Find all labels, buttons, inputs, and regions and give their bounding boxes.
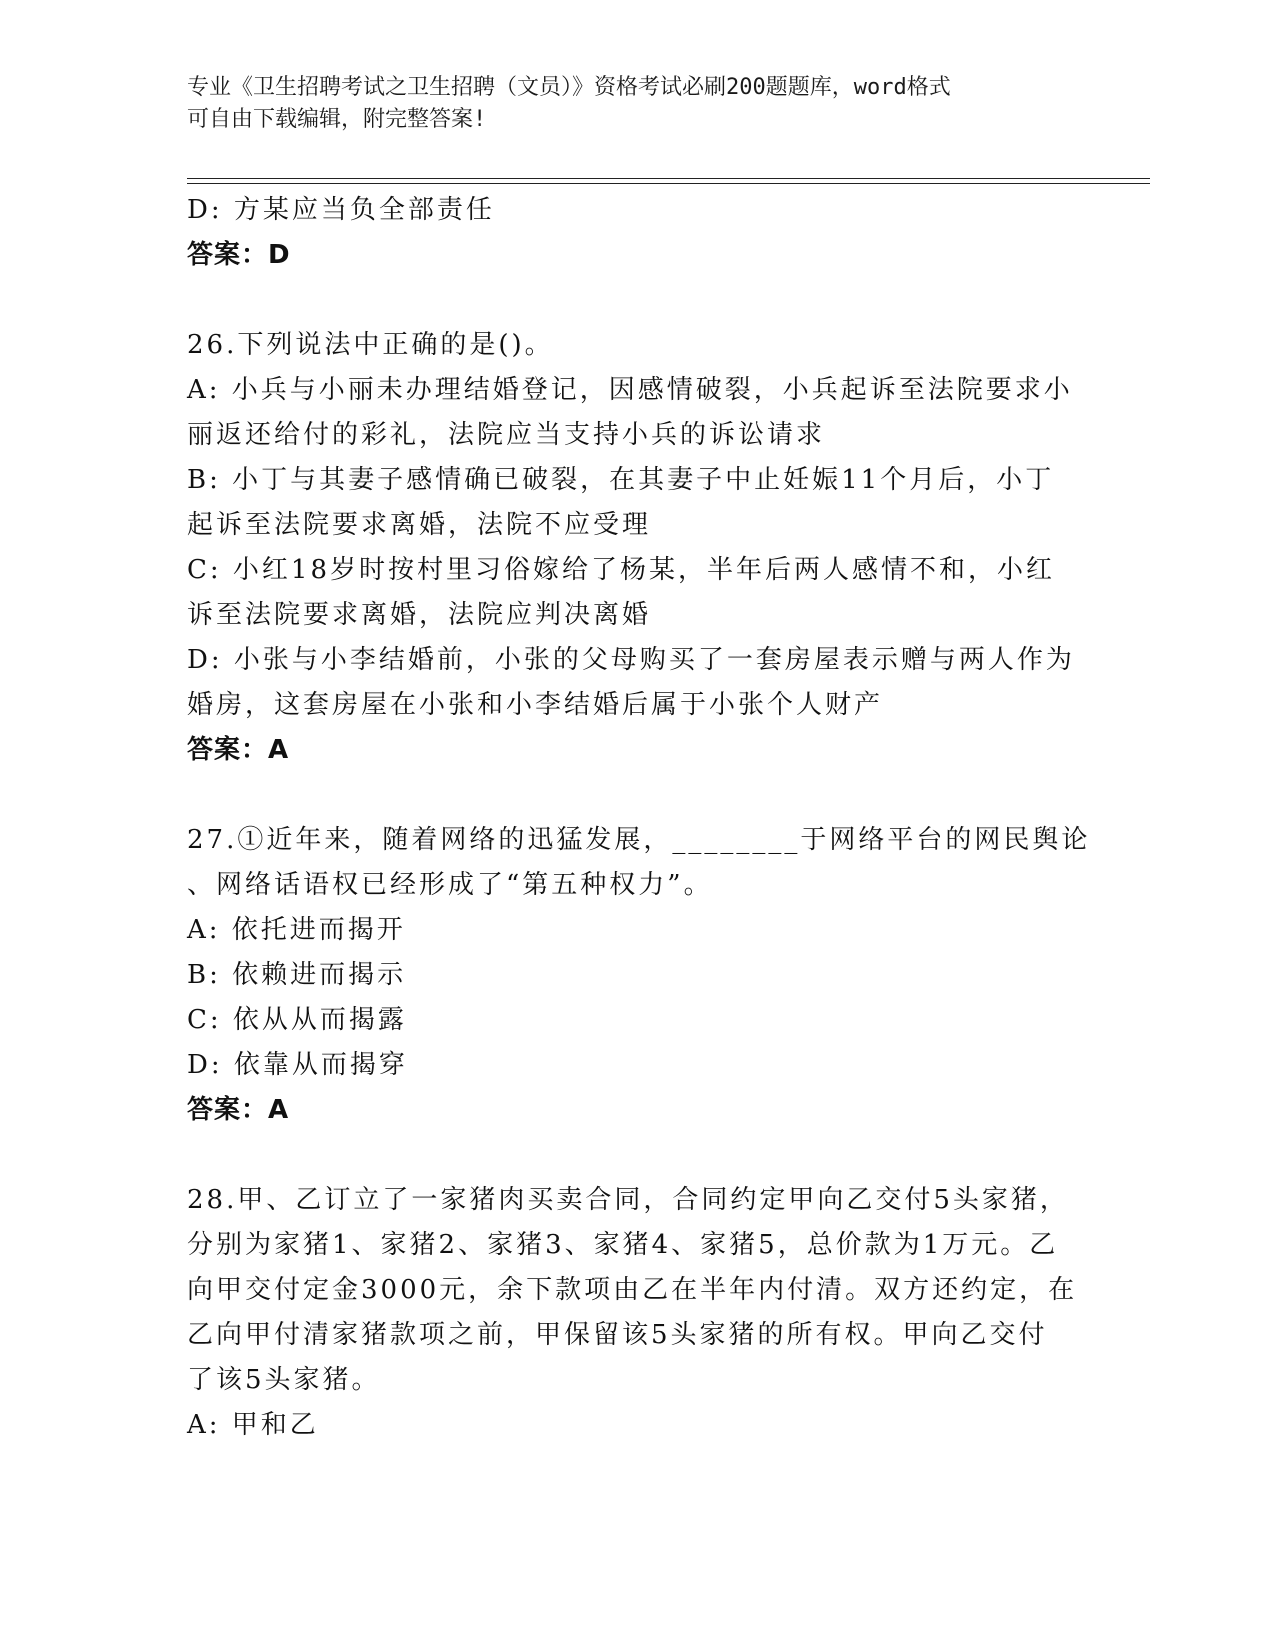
- option-c-continued: 诉至法院要求离婚，法院应判决离婚: [187, 600, 652, 630]
- option-b: B: 依赖进而揭示: [187, 960, 407, 990]
- answer-line: 答案：A: [187, 1095, 290, 1125]
- header-title-line-2: 可自由下载编辑，附完整答案!: [187, 107, 487, 132]
- header-divider-bottom: [187, 183, 1150, 184]
- option-b-continued: 起诉至法院要求离婚，法院不应受理: [187, 510, 652, 540]
- question-26: [187, 323, 1087, 773]
- option-a: A: 依托进而揭开: [187, 915, 406, 945]
- question-27: [187, 818, 1091, 1133]
- page-header: [187, 72, 1067, 136]
- option-d: D: 小张与小李结婚前，小张的父母购买了一套房屋表示赠与两人作为: [187, 645, 1075, 675]
- option-b: B: 小丁与其妻子感情确已破裂，在其妻子中止妊娠11个月后，小丁: [187, 465, 1055, 495]
- question-stem: 26.下列说法中正确的是()。: [187, 330, 554, 360]
- question-stem-continued: 了该5头家猪。: [187, 1365, 381, 1395]
- question-stem-continued: 、网络话语权已经形成了“第五种权力”。: [187, 870, 713, 900]
- option-a: A: 甲和乙: [187, 1410, 319, 1440]
- option-c: C: 依从从而揭露: [187, 1005, 407, 1035]
- option-d: D: 依靠从而揭穿: [187, 1050, 408, 1080]
- answer-line: 答案：A: [187, 735, 290, 765]
- option-a-continued: 丽返还给付的彩礼，法院应当支持小兵的诉讼请求: [187, 420, 826, 450]
- header-title-line-1: 专业《卫生招聘考试之卫生招聘（文员）》资格考试必刷200题题库，word格式: [187, 75, 951, 100]
- answer-line: 答案：D: [187, 240, 291, 270]
- question-28: [187, 1178, 1087, 1448]
- previous-question-tail: [187, 188, 1087, 278]
- option-d-continued: 婚房，这套房屋在小张和小李结婚后属于小张个人财产: [187, 690, 884, 720]
- question-stem: 28.甲、乙订立了一家猪肉买卖合同，合同约定甲向乙交付5头家猪，: [187, 1185, 1069, 1215]
- option-c: C: 小红18岁时按村里习俗嫁给了杨某，半年后两人感情不和，小红: [187, 555, 1056, 585]
- option-a: A: 小兵与小丽未办理结婚登记，因感情破裂，小兵起诉至法院要求小: [187, 375, 1073, 405]
- question-list: [187, 188, 1091, 1448]
- question-stem-continued: 乙向甲付清家猪款项之前，甲保留该5头家猪的所有权。甲向乙交付: [187, 1320, 1048, 1350]
- header-divider-top: [187, 178, 1150, 179]
- question-stem-continued: 分别为家猪1、家猪2、家猪3、家猪4、家猪5，总价款为1万元。乙: [187, 1230, 1059, 1260]
- question-stem: 27.①近年来，随着网络的迅猛发展，________于网络平台的网民舆论: [187, 825, 1091, 855]
- option-d: D: 方某应当负全部责任: [187, 195, 495, 225]
- question-stem-continued: 向甲交付定金3000元，余下款项由乙在半年内付清。双方还约定，在: [187, 1275, 1078, 1305]
